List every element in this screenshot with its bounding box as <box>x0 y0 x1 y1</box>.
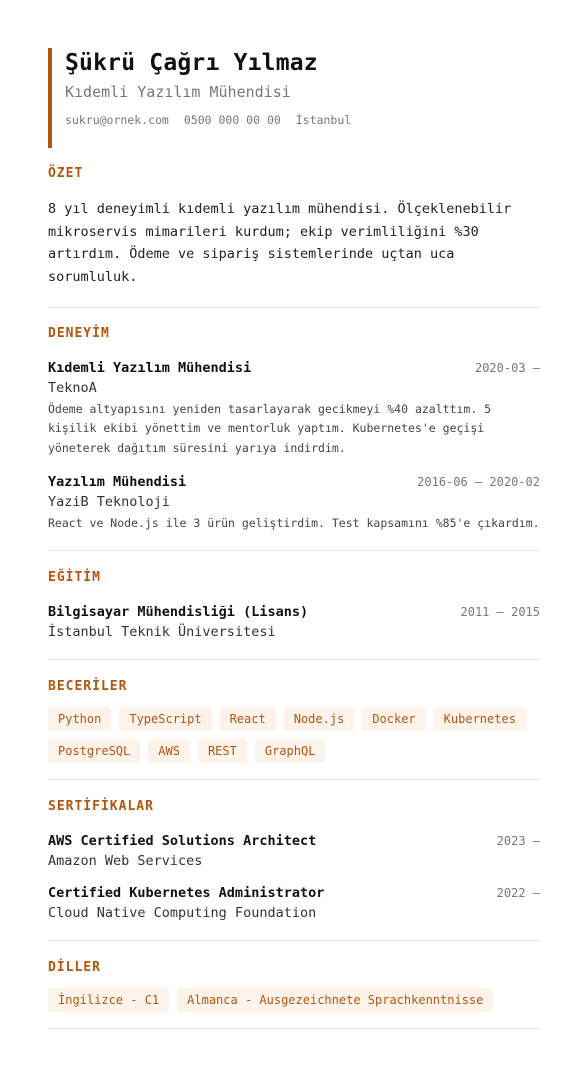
certificate-date: 2022 – <box>496 886 540 901</box>
experience-date: 2020-03 – <box>474 360 540 375</box>
experience-item <box>48 472 540 533</box>
certificate-issuer: Amazon Web Services <box>48 853 203 870</box>
language-tag: Almanca - Ausgezeichnete Sprachkenntnisse <box>177 988 493 1012</box>
experience-company: TeknoA <box>48 379 97 396</box>
experience-date: 2016-06 – 2020-02 <box>417 475 540 490</box>
skill-tag: Kubernetes <box>434 707 526 731</box>
experience-role: Kıdemli Yazılım Mühendisi <box>48 359 252 376</box>
education-degree: Bilgisayar Mühendisliği (Lisans) <box>48 604 309 621</box>
skill-tag: AWS <box>148 739 190 763</box>
skill-tag: React <box>220 707 276 731</box>
skill-tag: REST <box>198 739 247 763</box>
experience-description: React ve Node.js ile 3 ürün geliştirdim. Test kapsamını %85'e çıkardım. <box>48 516 540 531</box>
certificate-name: Certified Kubernetes Administrator <box>48 885 325 902</box>
skill-tag: Node.js <box>284 707 355 731</box>
experience-role: Yazılım Mühendisi <box>48 474 187 491</box>
skills-tags <box>48 707 540 763</box>
summary-section <box>48 166 540 308</box>
experience-section <box>48 326 540 552</box>
person-name: Şükrü Çağrı Yılmaz <box>65 50 318 76</box>
certificates-heading: SERTİFİKALAR <box>48 799 154 815</box>
experience-company: YaziB Teknoloji <box>48 494 170 511</box>
skill-tag: PostgreSQL <box>48 739 140 763</box>
education-item <box>48 602 540 642</box>
skills-heading: BECERİLER <box>48 679 128 695</box>
skill-tag: Python <box>48 707 111 731</box>
skills-section <box>48 679 540 780</box>
summary-text: 8 yıl deneyimli kıdemli yazılım mühendisi. Ölçeklenebilir mikroservis mimarileri kurdum; ekip verimliliğini %30 artırdım. Ödeme ve sipariş sistemlerinde uçtan uca sorumluluk. <box>48 201 512 286</box>
education-section <box>48 570 540 660</box>
certificate-item <box>48 883 540 923</box>
contact-email[interactable]: sukru@ornek.com <box>65 113 169 127</box>
certificate-name: AWS Certified Solutions Architect <box>48 833 317 850</box>
language-tags <box>48 988 540 1012</box>
experience-description: Ödeme altyapısını yeniden tasarlayarak gecikmeyi %40 azalttım. 5 kişilik ekibi yönettim ve mentorluk yaptım. Kubernetes'e geçişi yöneterek dağıtım süresini yarıya indirdim. <box>48 401 492 455</box>
summary-heading: ÖZET <box>48 166 84 181</box>
resume-page <box>48 48 540 1029</box>
education-heading: EĞİTİM <box>48 570 101 586</box>
skill-tag: Docker <box>362 707 425 731</box>
languages-heading: DİLLER <box>48 960 101 976</box>
certificate-issuer: Cloud Native Computing Foundation <box>48 905 317 922</box>
person-title: Kıdemli Yazılım Mühendisi <box>65 83 291 101</box>
resume-header <box>48 48 540 148</box>
education-date: 2011 – 2015 <box>460 605 540 620</box>
certificates-section <box>48 799 540 941</box>
contact-city: İstanbul <box>295 113 352 127</box>
language-tag: İngilizce - C1 <box>48 988 169 1012</box>
education-school: İstanbul Teknik Üniversitesi <box>48 624 276 641</box>
skill-tag: GraphQL <box>255 739 326 763</box>
certificate-date: 2023 – <box>496 834 540 849</box>
contact-phone[interactable]: 0500 000 00 00 <box>183 113 281 127</box>
certificate-item <box>48 831 540 871</box>
skill-tag: TypeScript <box>119 707 211 731</box>
contact-line <box>65 112 540 128</box>
experience-item <box>48 358 540 458</box>
languages-section <box>48 960 540 1029</box>
experience-heading: DENEYİM <box>48 325 110 341</box>
